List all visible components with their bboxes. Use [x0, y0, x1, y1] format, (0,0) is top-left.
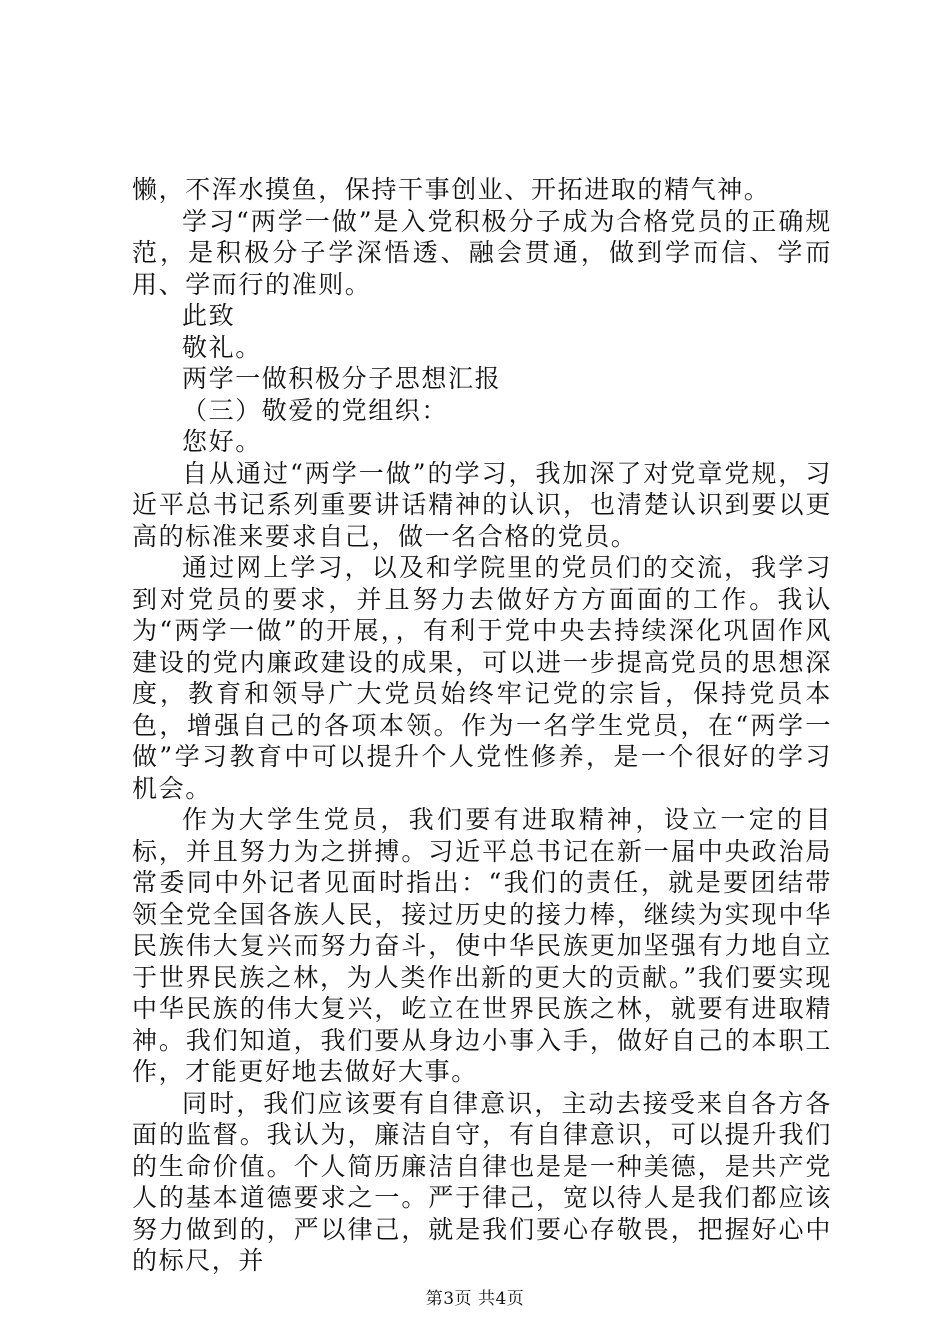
- paragraph-continuation: 懒，不浑水摸鱼，保持干事创业、开拓进取的精气神。: [132, 175, 771, 204]
- letter-greeting: 您好。: [182, 427, 262, 456]
- section-title: 两学一做积极分子思想汇报: [182, 364, 502, 393]
- letter-addressee: （三）敬爱的党组织：: [182, 395, 449, 425]
- closing-regards: 敬礼。: [182, 332, 262, 362]
- closing-salutation: 此致: [182, 301, 236, 330]
- paragraph-self-discipline: 同时，我们应该要有自律意识，主动去接受来自各方各面的监督。我认为，廉洁自守，有自律意识，可以提升我们的生命价值。个人简历廉洁自律也是是一种美德，是共产党人的基本道德要求之一。严于律己，宽以待人是我们都应该努力做到的，严以律己，就是我们要心存敬畏，把握好心中的标尺，并: [132, 1088, 832, 1275]
- page-number-footer: 第3页 共4页: [425, 1289, 525, 1309]
- paragraph-intro: 自从通过“两学一做”的学习，我加深了对党章党规，习近平总书记系列重要讲话精神的认识，也清楚认识到要以更高的标准来要求自己，做一名合格的党员。: [132, 458, 832, 551]
- paragraph-online-study: 通过网上学习，以及和学院里的党员们的交流，我学习到对党员的要求，并且努力去做好方方面面的工作。我认为“两学一做”的开展，，有利于党中央去持续深化巩固作风建设的党内廉政建设的成果，可以进一步提高党员的思想深度，教育和领导广大党员始终牢记党的宗旨，保持党员本色，增强自己的各项本领。作为一名学生党员，在“两学一做”学习教育中可以提升个人党性修养，是一个很好的学习机会。: [132, 553, 832, 803]
- document-body: [132, 174, 832, 1277]
- paragraph-study-norm: 学习“两学一做”是入党积极分子成为合格党员的正确规范，是积极分子学深悟透、融会贯通，做到学而信、学而用、学而行的准则。: [132, 206, 832, 299]
- paragraph-enterprising-spirit: 作为大学生党员，我们要有进取精神，设立一定的目标，并且努力为之拼搏。习近平总书记在新一届中央政治局常委同中外记者见面时指出：“我们的责任，就是要团结带领全党全国各族人民，接过历史的接力棒，继续为实现中华民族伟大复兴而努力奋斗，使中华民族更加坚强有力地自立于世界民族之林，为人类作出新的更大的贡献。”我们要实现中华民族的伟大复兴，屹立在世界民族之林，就要有进取精神。我们知道，我们要从身边小事入手，做好自己的本职工作，才能更好地去做好大事。: [132, 805, 832, 1086]
